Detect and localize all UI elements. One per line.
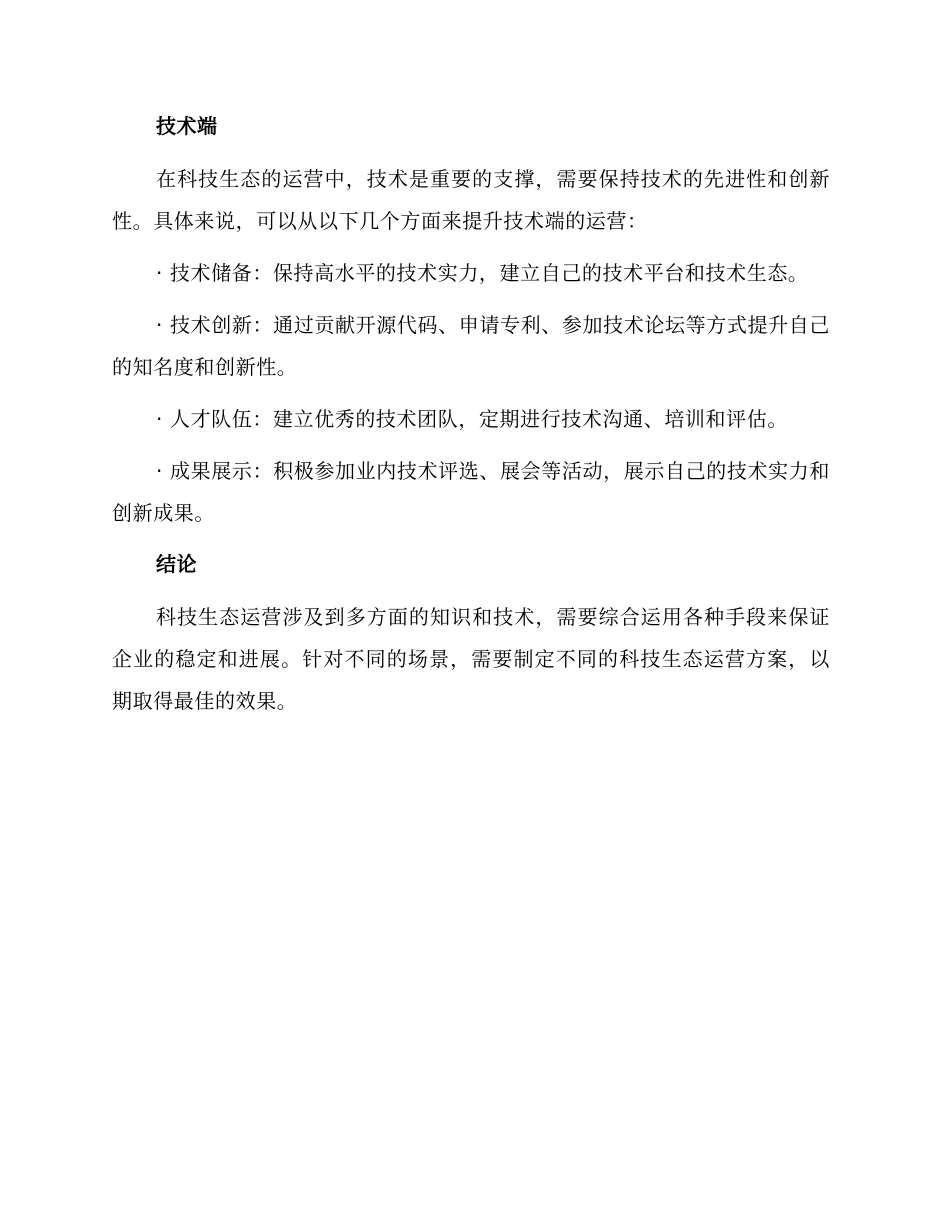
bullet-talent-team: · 人才队伍：建立优秀的技术团队，定期进行技术沟通、培训和评估。 — [156, 407, 788, 431]
bullet-achievement-showcase: · 成果展示：积极参加业内技术评选、展会等活动，展示自己的技术实力和创新成果。 — [112, 459, 830, 525]
document-page — [112, 108, 830, 722]
bullet-tech-reserve: · 技术储备：保持高水平的技术实力，建立自己的技术平台和技术生态。 — [156, 261, 809, 285]
tech-intro-paragraph: 在科技生态的运营中，技术是重要的支撑，需要保持技术的先进性和创新性。具体来说，可以从以下几个方面来提升技术端的运营： — [112, 167, 830, 233]
section-heading-tech: 技术端 — [156, 114, 218, 138]
conclusion-paragraph: 科技生态运营涉及到多方面的知识和技术，需要综合运用各种手段来保证企业的稳定和进展。针对不同的场景，需要制定不同的科技生态运营方案，以期取得最佳的效果。 — [112, 605, 830, 713]
section-heading-conclusion: 结论 — [156, 552, 197, 576]
bullet-tech-innovation: · 技术创新：通过贡献开源代码、申请专利、参加技术论坛等方式提升自己的知名度和创新性。 — [112, 313, 830, 379]
